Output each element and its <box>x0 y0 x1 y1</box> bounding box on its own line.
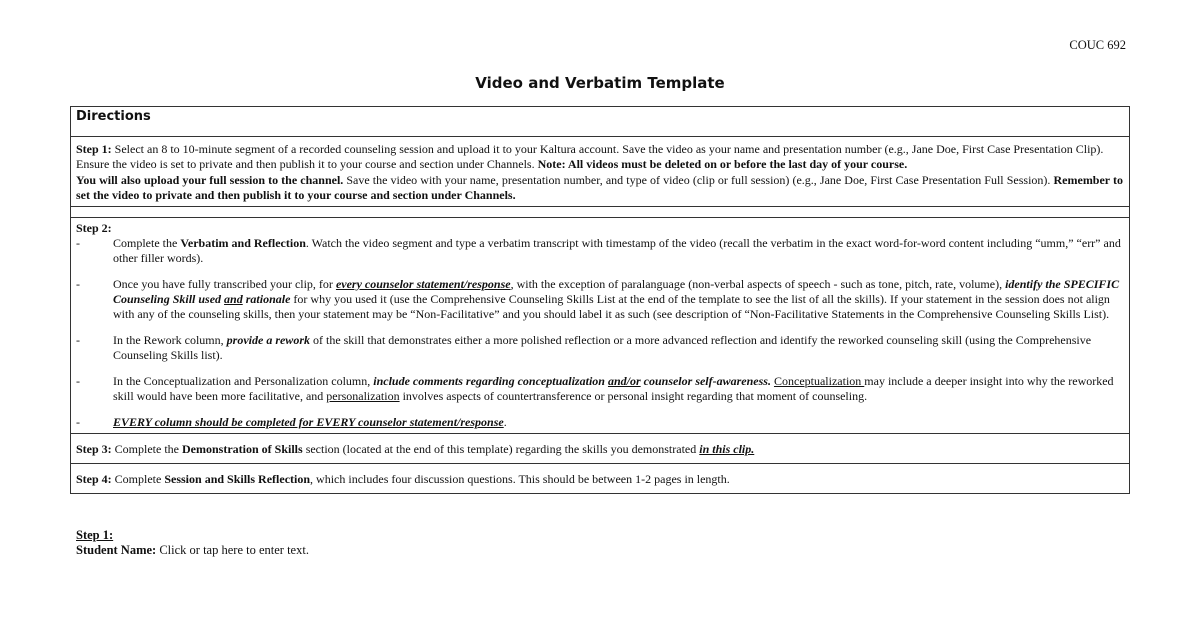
student-name-field[interactable]: Click or tap here to enter text. <box>156 543 309 557</box>
student-section <box>76 528 309 558</box>
course-code: COUC 692 <box>1069 38 1126 52</box>
step1-note: Note: All videos must be deleted on or before the last day of your course. <box>537 157 908 171</box>
step4-cell: Step 4: Complete Session and Skills Reflection, which includes four discussion questions. This should be between 1-2 pages in length. <box>71 464 1130 494</box>
step2-bullet-1: - Complete the Verbatim and Reflection. Watch the video segment and type a verbatim transcript with timestamp of the video (recall the verbatim in the exact word-for-word content including “umm,” “err” and other filler words). <box>76 236 1121 265</box>
step1-text: Select an 8 to 10-minute segment of a recorded counseling session and upload it to your Kaltura account. Save the video as your name and presentation number (e.g., Jane Doe, First Case Presentation Clip). Ensure the video is set to private and then publish it to your course and section under Channels. <box>76 142 1104 171</box>
student-name-label: Student Name: <box>76 543 157 557</box>
step3-cell: Step 3: Complete the Demonstration of Skills section (located at the end of this template) regarding the skills you demonstrated in this clip. <box>71 434 1130 464</box>
step2-bullet-2: - Once you have fully transcribed your clip, for every counselor statement/response, with the exception of paralanguage (non-verbal aspects of speech - such as tone, pitch, rate, volume), identify the SPECIFIC Counseling Skill used and rationale for why you used it (use the Comprehensive Counseling Skills List at the end of the template to see the list of all the skills). If your statement in the session does not align with any of the counseling skills, then your statement may be “Non-Facilitative” and you should label it as such (see description of “Non-Facilitative Statements in the Comprehensive Counseling Skills List). <box>76 277 1120 321</box>
step1-also-text: Save the video with your name, presentation number, and type of video (clip or full session) (e.g., Jane Doe, First Case Presentation Full Session). <box>343 173 1051 187</box>
step2-bullet-5: - EVERY column should be completed for EVERY counselor statement/response. <box>76 415 507 429</box>
student-step-label: Step 1: <box>76 528 114 542</box>
step3-label: Step 3: <box>76 442 112 456</box>
step2-bullet-4: - In the Conceptualization and Personalization column, include comments regarding conceptualization and/or counselor self-awareness. Conceptualization may include a deeper insight into why the reworked skill would have been more facilitative, and personalization involves aspects of countertransference or personal insight regarding that moment of counseling. <box>76 374 1114 403</box>
step1-remember: Remember to set the video to private and then publish it to your course and section under Channels. <box>76 173 1124 202</box>
step1-cell <box>71 137 1130 207</box>
directions-table <box>70 106 1130 494</box>
step1-label: Step 1: <box>76 142 112 156</box>
step1-also-bold: You will also upload your full session to the channel. <box>76 173 344 187</box>
directions-heading: Directions <box>71 107 1130 137</box>
page-title: Video and Verbatim Template <box>475 74 725 92</box>
step4-label: Step 4: <box>76 472 112 486</box>
spacer-row <box>71 207 1130 218</box>
step2-bullet-3: - In the Rework column, provide a rework of the skill that demonstrates either a more polished reflection or a more advanced reflection and identify the reworked counseling skill (using the Comprehensive Counseling Skills list). <box>76 333 1092 362</box>
step2-cell <box>71 218 1130 434</box>
step2-label: Step 2: <box>76 221 112 235</box>
